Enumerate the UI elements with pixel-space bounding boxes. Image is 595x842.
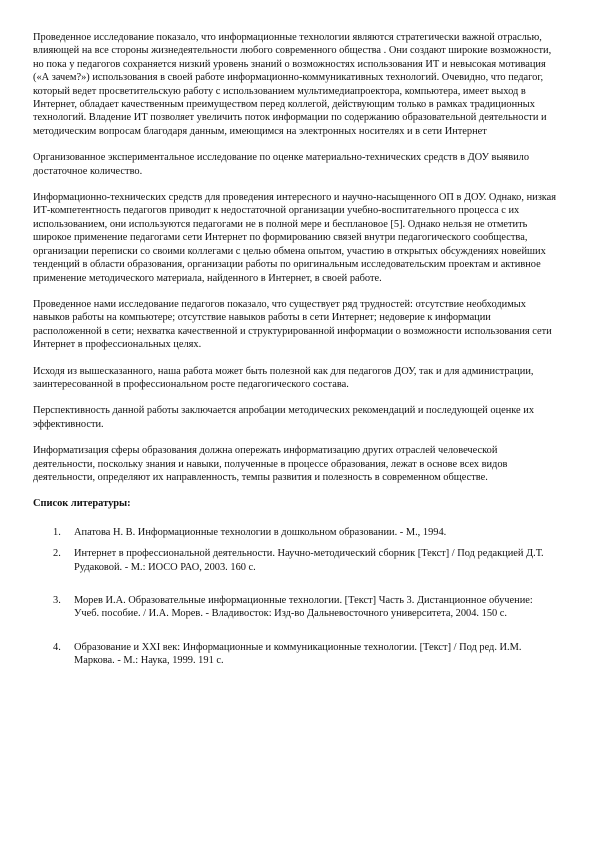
reference-number: 3. (53, 595, 61, 606)
body-paragraph: Проведенное нами исследование педагогов показало, что существует ряд трудностей: отсутствие необходимых навыков работы на компьютере; отсутствие навыков работы в сети Интернет; недоверие к информации расположенной в сети; нехватка качественной и структурированной информации о возможности использования сети Интернет в профессиональных целях. (33, 298, 552, 351)
reference-number: 1. (53, 526, 61, 538)
reference-item (53, 547, 559, 574)
reference-text: Апатова Н. В. Информационные технологии в дошкольном образовании. - М., 1994. (74, 526, 447, 538)
body-paragraph: Информатизация сферы образования должна опережать информатизацию других отраслей человеческой деятельности, поскольку знания и навыки, полученные в процессе образования, лежат в основе всех видов деятельности, определяют их направленность, темпы развития и полезность в современном обществе. (33, 445, 508, 483)
body-paragraph: Проведенное исследование показало, что информационные технологии являются стратегически важной отраслью, влияющей на все стороны жизнедеятельности любого современного общества . Они создают широкие возможности, но пока у педагогов сохраняется низкий уровень знаний о возможностях использования ИТ и невысокая мотивация («А зачем?») использования в своей работе информационно-коммуникативных технологий. Очевидно, что педагог, который ведет просветительскую работу с использованием мультимедиапроектора, компьютера, имеет выход в Интернет, обладает качественным преимуществом перед коллегой, действующим только в рамках традиционных технологий. Владение ИТ позволяет увеличить поток информации по содержанию образовательной деятельности и методическим вопросам благодаря данным, имеющимся на электронных носителях и в сети Интернет (33, 32, 552, 137)
body-paragraph: Перспективность данной работы заключается апробации методических рекомендаций и последующей оценке их эффективности. (33, 405, 535, 430)
references-list (33, 526, 559, 668)
references-heading: Список литературы: (33, 498, 131, 510)
body-paragraph: Исходя из вышесказанного, наша работа может быть полезной как для педагогов ДОУ, так и для администрации, заинтересованной в профессиональном росте педагогического состава. (33, 365, 534, 390)
reference-text: Образование и XXI век: Информационные и коммуникационные технологии. [Текст] / Под ред. И.М. Маркова. - М.: Наука, 1999. 191 с. (74, 641, 522, 667)
reference-text: Интернет в профессиональной деятельности. Научно-методический сборник [Текст] / Под редакцией Д.Т. Рудаковой. - М.: ИОСО РАО, 2003. 160 с. (74, 548, 544, 573)
body-paragraph: Организованное экспериментальное исследование по оценке материально-технических средств в ДОУ выявило достаточное количество. (33, 152, 530, 177)
reference-item (53, 526, 559, 539)
reference-text: Морев И.А. Образовательные информационные технологии. [Текст] Часть 3. Дистанционное обучение: Учеб. пособие. / И.А. Морев. - Владивосток: Изд-во Дальневосточного университета, 2004. 150 с. (74, 595, 533, 620)
reference-number: 4. (53, 641, 61, 653)
reference-item (53, 594, 559, 621)
body-paragraph: Информационно-технических средств для проведения интересного и научно-насыщенного ОП в ДОУ. Однако, низкая ИТ-компетентность педагогов приводит к недостаточной организации учебно-воспитательного процесса с их использованием, они используются педагогами не в полной мере и бесплановое [5]. Однако нельзя не отметить широкое применение педагогами сети Интернет по формированию связей внутри педагогического сообщества, организации переписки со своими коллегами с целью обмена опытом, участию в открытых обсуждениях новейших тенденций в области образования, организации работы по оригинальным исследовательским проектам и активное применение методического материала, найденного в Интернет, в своей работе. (33, 192, 557, 284)
reference-item (53, 641, 559, 668)
reference-number: 2. (53, 548, 61, 560)
